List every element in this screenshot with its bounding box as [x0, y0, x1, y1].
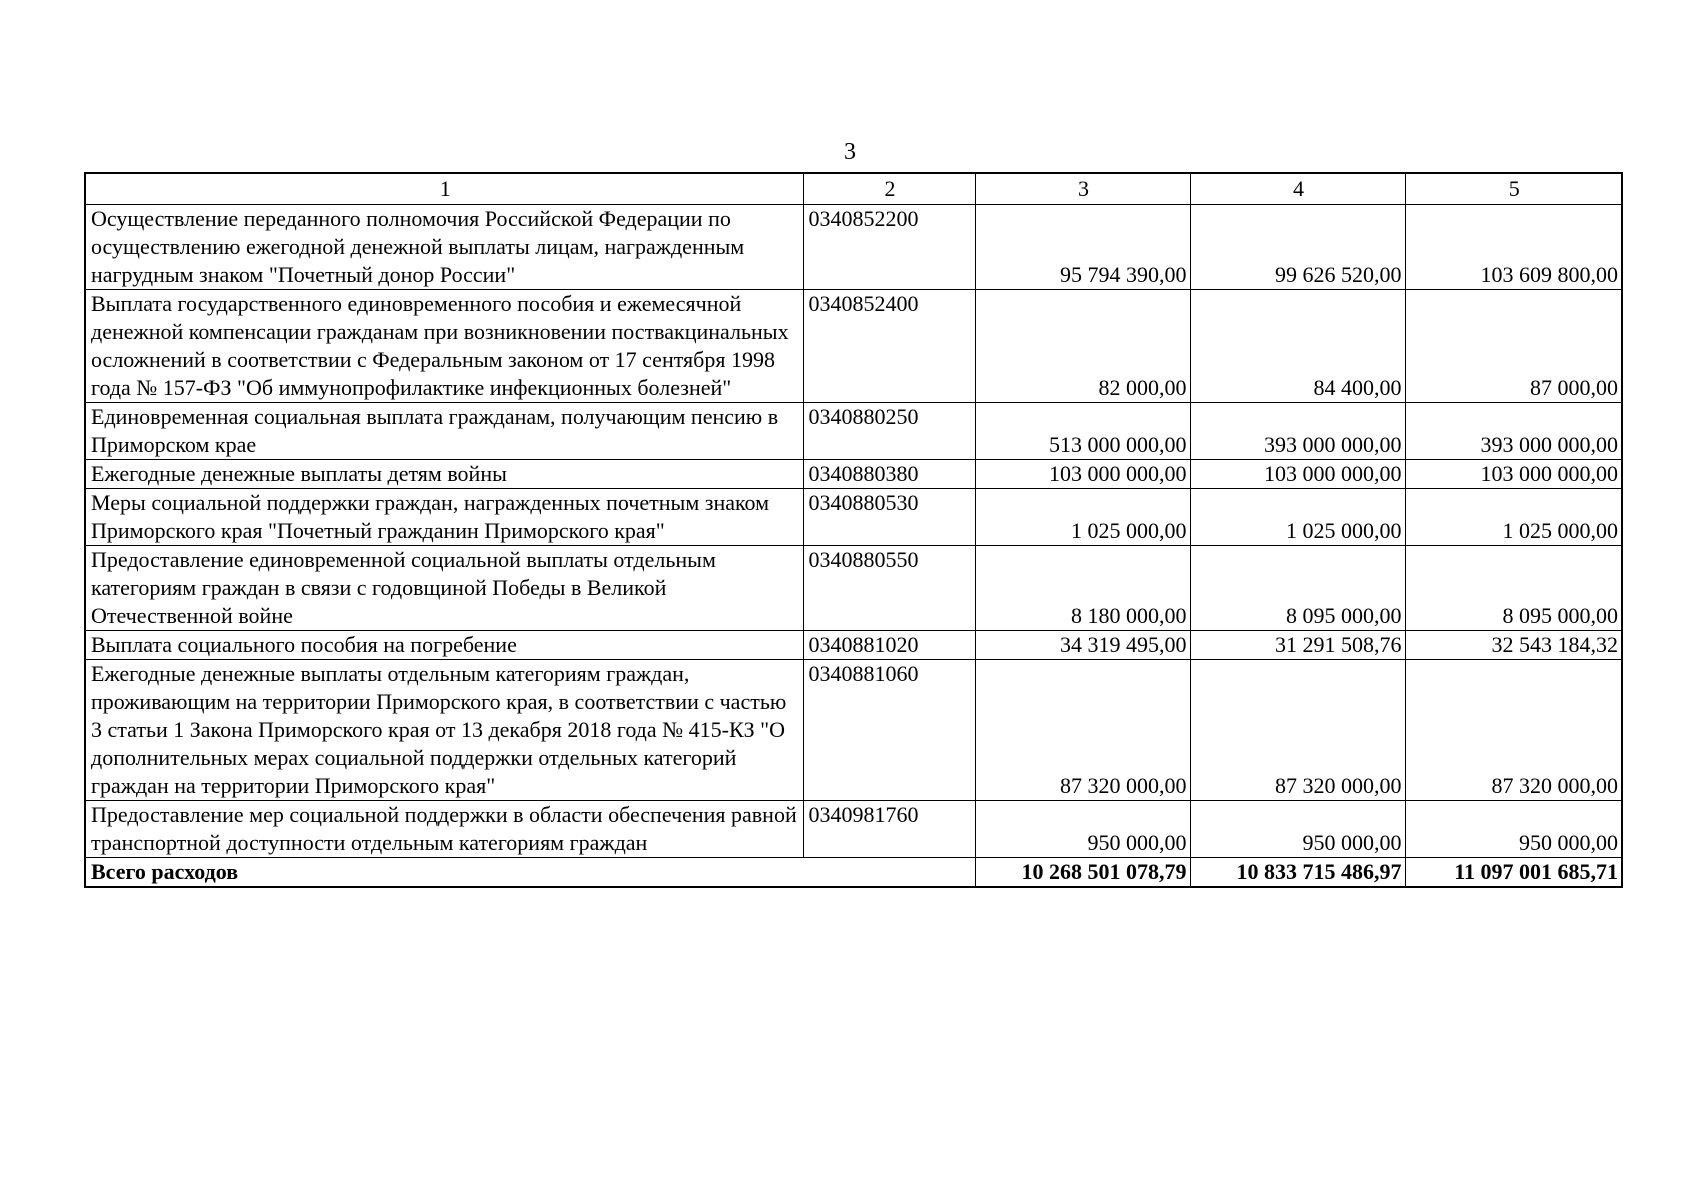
column-header: 1: [85, 173, 803, 205]
row-description: Предоставление единовременной социальной выплаты отдельным категориям граждан в связи с годовщиной Победы в Великой Отечественной войне: [85, 546, 803, 631]
row-amount-col5: 8 095 000,00: [1405, 546, 1622, 631]
row-description: Осуществление переданного полномочия Российской Федерации по осуществлению ежегодной денежной выплаты лицам, награжденным нагрудным знаком "Почетный донор России": [85, 205, 803, 290]
row-code: 0340981760: [803, 801, 975, 858]
row-code: 0340880530: [803, 489, 975, 546]
column-header: 2: [803, 173, 975, 205]
row-code: 0340880380: [803, 460, 975, 489]
row-description: Выплата социального пособия на погребение: [85, 631, 803, 660]
row-amount-col5: 32 543 184,32: [1405, 631, 1622, 660]
table-row: [85, 205, 1622, 290]
expenditure-table: [84, 172, 1623, 888]
row-amount-col4: 103 000 000,00: [1190, 460, 1405, 489]
table-row: [85, 660, 1622, 801]
total-label: Всего расходов: [85, 858, 975, 888]
table-row: [85, 631, 1622, 660]
row-code: 0340881060: [803, 660, 975, 801]
total-amount-col4: 10 833 715 486,97: [1190, 858, 1405, 888]
row-amount-col3: 95 794 390,00: [975, 205, 1190, 290]
total-row: [85, 858, 1622, 888]
row-amount-col4: 393 000 000,00: [1190, 403, 1405, 460]
row-description: Предоставление мер социальной поддержки в области обеспечения равной транспортной доступности отдельным категориям граждан: [85, 801, 803, 858]
row-code: 0340880550: [803, 546, 975, 631]
row-description: Единовременная социальная выплата гражданам, получающим пенсию в Приморском крае: [85, 403, 803, 460]
row-code: 0340880250: [803, 403, 975, 460]
table-row: [85, 546, 1622, 631]
column-header: 5: [1405, 173, 1622, 205]
row-code: 0340881020: [803, 631, 975, 660]
table-row: [85, 290, 1622, 403]
table-row: [85, 403, 1622, 460]
row-amount-col5: 103 000 000,00: [1405, 460, 1622, 489]
row-amount-col5: 87 320 000,00: [1405, 660, 1622, 801]
row-amount-col5: 950 000,00: [1405, 801, 1622, 858]
row-amount-col3: 87 320 000,00: [975, 660, 1190, 801]
row-amount-col3: 8 180 000,00: [975, 546, 1190, 631]
table-row: [85, 460, 1622, 489]
row-amount-col5: 103 609 800,00: [1405, 205, 1622, 290]
table-row: [85, 489, 1622, 546]
column-header: 4: [1190, 173, 1405, 205]
column-number-row: [85, 173, 1622, 205]
row-amount-col4: 87 320 000,00: [1190, 660, 1405, 801]
row-description: Выплата государственного единовременного пособия и ежемесячной денежной компенсации гражданам при возникновении поствакцинальных осложнений в соответствии с Федеральным законом от 17 сентября 1998 года № 157-ФЗ "Об иммунопрофилактике инфекционных болезней": [85, 290, 803, 403]
row-description: Ежегодные денежные выплаты детям войны: [85, 460, 803, 489]
row-amount-col4: 31 291 508,76: [1190, 631, 1405, 660]
row-amount-col4: 8 095 000,00: [1190, 546, 1405, 631]
row-description: Меры социальной поддержки граждан, награжденных почетным знаком Приморского края "Почетный гражданин Приморского края": [85, 489, 803, 546]
total-amount-col5: 11 097 001 685,71: [1405, 858, 1622, 888]
row-amount-col4: 99 626 520,00: [1190, 205, 1405, 290]
column-header: 3: [975, 173, 1190, 205]
table-row: [85, 801, 1622, 858]
row-amount-col5: 1 025 000,00: [1405, 489, 1622, 546]
row-code: 0340852200: [803, 205, 975, 290]
row-amount-col3: 103 000 000,00: [975, 460, 1190, 489]
row-amount-col3: 34 319 495,00: [975, 631, 1190, 660]
row-amount-col4: 1 025 000,00: [1190, 489, 1405, 546]
row-code: 0340852400: [803, 290, 975, 403]
row-amount-col3: 1 025 000,00: [975, 489, 1190, 546]
row-description: Ежегодные денежные выплаты отдельным категориям граждан, проживающим на территории Приморского края, в соответствии с частью 3 статьи 1 Закона Приморского края от 13 декабря 2018 года № 415-КЗ "О дополнительных мерах социальной поддержки отдельных категорий граждан на территории Приморского края": [85, 660, 803, 801]
total-amount-col3: 10 268 501 078,79: [975, 858, 1190, 888]
row-amount-col4: 950 000,00: [1190, 801, 1405, 858]
row-amount-col3: 82 000,00: [975, 290, 1190, 403]
row-amount-col4: 84 400,00: [1190, 290, 1405, 403]
row-amount-col3: 513 000 000,00: [975, 403, 1190, 460]
row-amount-col5: 87 000,00: [1405, 290, 1622, 403]
page-number: 3: [844, 139, 856, 165]
row-amount-col5: 393 000 000,00: [1405, 403, 1622, 460]
row-amount-col3: 950 000,00: [975, 801, 1190, 858]
